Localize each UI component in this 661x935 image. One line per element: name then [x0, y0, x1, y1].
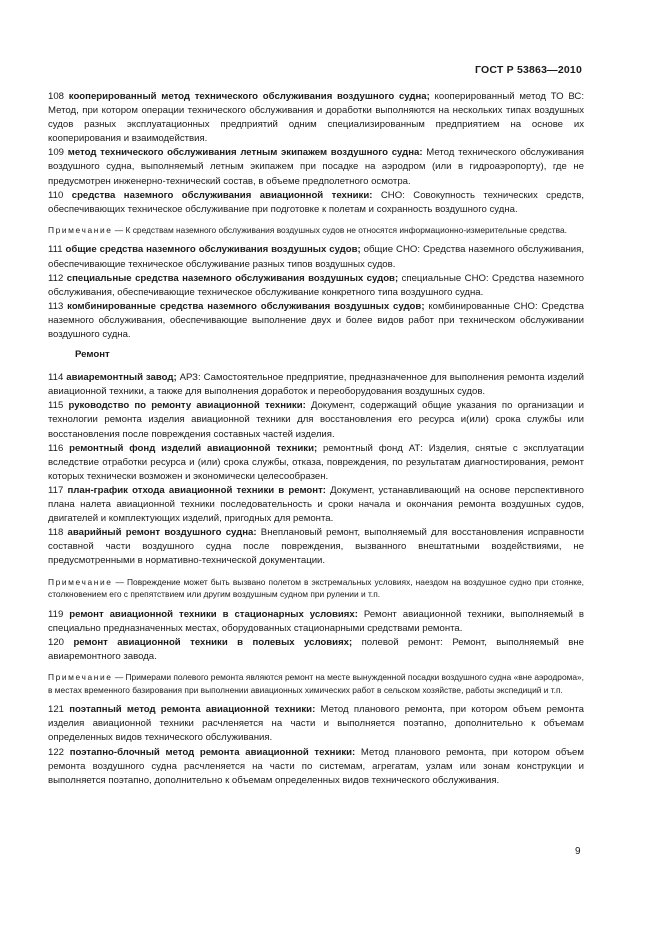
term-title: ремонт авиационной техники в полевых условиях; [73, 636, 353, 648]
note-text: — Повреждение может быть вызвано полетом в экстремальных условиях, наездом на воздушное судно при стоянке, столкновением его с препятствием или другим воздушным судном при рулении и т.п. [48, 576, 584, 600]
document-body [48, 90, 584, 788]
term-title: авиаремонтный завод; [66, 372, 177, 384]
page-number: 9 [575, 846, 581, 857]
term-title: поэтапный метод ремонта авиационной техники: [69, 704, 316, 716]
term-entry [48, 746, 584, 788]
term-number: 113 [48, 300, 64, 312]
term-entry [48, 146, 584, 188]
term-definition: специальные СНО: Средства наземного обслуживания, обеспечивающие техническое обслуживание конкретного типа воздушного судна. [48, 272, 584, 298]
term-definition: Метод планового ремонта, при котором объем ремонта изделия авиационной техники расчленяется на части и выполняется поэтапно, дополнительно к объемам определенных видов технического обслуживания. [48, 704, 585, 744]
term-definition: кооперированный метод ТО ВС: Метод, при котором операции технического обслуживания и доработки выполняются на нескольких типах воздушных судов разных эксплуатационных предприятий одним специализированным предприятием на основе их кооперирования и взаимодействия. [48, 91, 584, 145]
term-definition: Документ, содержащий общие указания по организации и технологии ремонта изделия авиационной техники для восстановления его ресурса и(или) срока службы или восстановления после повреждения составных частей изделия. [48, 400, 584, 440]
term-definition: общие СНО: Средства наземного обслуживания, обеспечивающие техническое обслуживание разных типов воздушных судов. [48, 244, 584, 270]
term-entry [48, 636, 584, 664]
term-definition: Метод технического обслуживания воздушного судна, выполняемый летным экипажем при посадке на аэродром (или в гидроаэропорту), где не предусмотрен инженерно-технический состав, в объеме предполетного осмотра. [48, 147, 584, 187]
term-entry [48, 484, 584, 526]
term-title: руководство по ремонту авиационной техники: [68, 400, 306, 412]
term-title: общие средства наземного обслуживания воздушных судов; [65, 244, 361, 256]
term-title: метод технического обслуживания летным экипажем воздушного судна: [67, 147, 423, 159]
term-entry [48, 442, 584, 484]
term-title: ремонт авиационной техники в стационарных условиях: [69, 608, 358, 620]
note-label: Примечание [48, 576, 113, 587]
note-label: Примечание [48, 672, 113, 683]
note-label: Примечание [48, 224, 113, 235]
term-title: средства наземного обслуживания авиационной техники: [71, 189, 373, 201]
term-number: 119 [48, 608, 64, 620]
term-entry [48, 526, 584, 568]
term-definition: полевой ремонт: Ремонт, выполняемый вне авиаремонтного завода. [48, 636, 584, 662]
term-number: 108 [48, 91, 65, 102]
term-number: 115 [48, 400, 64, 412]
term-entry [48, 703, 584, 745]
term-definition: Внеплановый ремонт, выполняемый для восстановления исправности составной части воздушного судна после повреждения, вызванного внештатными воздействиями, не предусмотренными в нормативно-технической документации. [48, 527, 585, 567]
term-title: кооперированный метод технического обслуживания воздушного судна; [68, 91, 430, 102]
term-number: 111 [48, 244, 63, 256]
note-text: — К средствам наземного обслуживания воздушных судов не относятся информационно-измерительные средства. [112, 224, 567, 235]
note [48, 671, 584, 696]
section-heading: Ремонт [75, 349, 110, 361]
term-title: поэтапно-блочный метод ремонта авиационной техники: [69, 746, 356, 758]
term-number: 112 [48, 272, 64, 284]
term-entry [48, 300, 584, 342]
term-definition: АРЗ: Самостоятельное предприятие, предназначенное для выполнения ремонта изделий авиационной техники, а также для выполнения доработок и переоборудования воздушных судов. [48, 372, 584, 398]
term-number: 118 [48, 527, 64, 539]
term-number: 121 [48, 704, 65, 716]
term-title: комбинированные средства наземного обслуживания воздушных судов; [67, 300, 425, 312]
note [48, 576, 584, 601]
term-definition: ремонтный фонд АТ: Изделия, снятые с эксплуатации вследствие отработки ресурса и (или) срока службы, отказа, повреждения, по результатам диагностирования, ремонт которых технически возможен и экономически целесообразен. [48, 442, 584, 482]
term-title: ремонтный фонд изделий авиационной техники; [69, 442, 318, 454]
term-definition: Документ, устанавливающий на основе перспективного плана налета авиационной техники последовательность и сроки начала и окончания ремонта воздушных судов, двигателей и комплектующих изделий, пригодных для ремонта. [48, 484, 584, 525]
note [48, 224, 584, 237]
term-entry [48, 189, 584, 217]
term-entry [48, 399, 584, 441]
term-number: 116 [48, 442, 64, 454]
term-definition: Ремонт авиационной техники, выполняемый в специально предназначенных местах, оборудованных стационарными средствами ремонта. [48, 608, 584, 634]
term-definition: комбинированные СНО: Средства наземного обслуживания, обеспечивающие выполнение двух и более видов работ при техническом обслуживании воздушного судна. [48, 300, 584, 340]
term-number: 117 [48, 484, 64, 496]
term-number: 114 [48, 372, 64, 384]
term-number: 110 [48, 189, 64, 201]
term-title: аварийный ремонт воздушного судна: [67, 527, 257, 539]
term-number: 120 [48, 636, 65, 648]
term-number: 122 [48, 746, 65, 758]
term-entry [48, 371, 584, 399]
note-text: — Примерами полевого ремонта являются ремонт на месте вынужденной посадки воздушного судна «вне аэродрома», в местах временного базирования при выполнении авиационных химических работ в сельском хозяйстве, работы экспедиций и т.п. [48, 672, 584, 695]
term-number: 109 [48, 147, 65, 159]
term-entry [48, 90, 584, 146]
term-entry [48, 272, 584, 300]
term-definition: СНО: Совокупность технических средств, обеспечивающих техническое обслуживание при подготовке к полетам и сохранность воздушного судна. [48, 189, 584, 215]
term-definition: Метод планового ремонта, при котором объем ремонта воздушного судна расчленяется на части по системам, агрегатам, узлам или зонам конструкции и выполняется поэтапно, дополнительно к объемам определенных видов технического обслуживания. [48, 746, 584, 786]
term-entry [48, 243, 584, 271]
term-title: план-график отхода авиационной техники в ремонт: [67, 484, 326, 496]
term-entry [48, 608, 584, 636]
standard-header: ГОСТ Р 53863—2010 [474, 64, 582, 76]
term-title: специальные средства наземного обслуживания воздушных судов; [66, 272, 399, 284]
